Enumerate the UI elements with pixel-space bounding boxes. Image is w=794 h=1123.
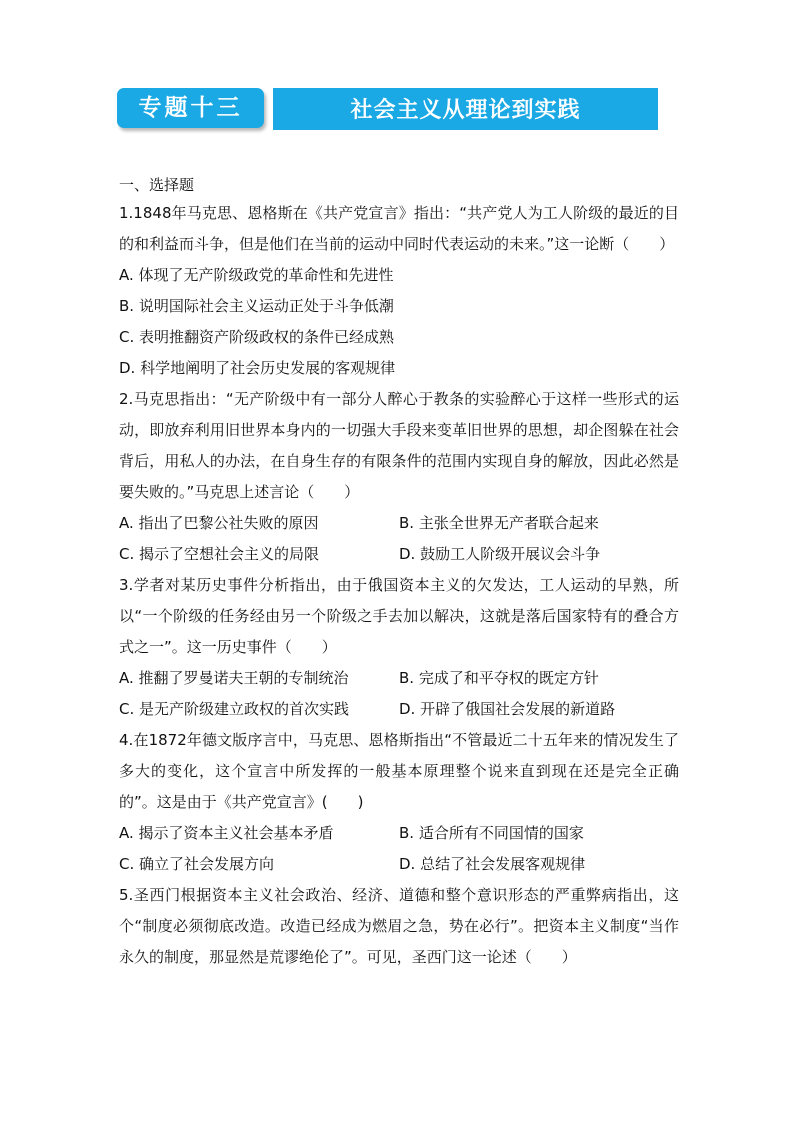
question-3-stem: 3.学者对某历史事件分析指出，由于俄国资本主义的欠发达，工人运动的早熟，所以“一个阶级的任务经由另一个阶级之手去加以解决，这就是落后国家特有的叠合方式之一”。这一历史事件（ ） [119,576,679,656]
chapter-badge: 专题十三 [117,88,264,128]
question-1-option-c[interactable]: C. 表明推翻资产阶级政权的条件已经成熟 [119,328,395,346]
question-4-options-row-1 [119,818,679,849]
chapter-title: 社会主义从理论到实践 [273,88,658,130]
question-4-option-c[interactable]: C. 确立了社会发展方向 [119,855,275,873]
question-2-option-b[interactable]: B. 主张全世界无产者联合起来 [399,514,599,532]
question-2-option-a[interactable]: A. 指出了巴黎公社失败的原因 [119,514,319,532]
question-1-option-a[interactable]: A. 体现了无产阶级政党的革命性和先进性 [119,266,394,284]
question-4-option-d[interactable]: D. 总结了社会发展客观规律 [399,855,586,873]
question-3-options-row-1 [119,663,679,694]
question-4-stem: 4.在1872年德文版序言中，马克思、恩格斯指出“不管最近二十五年来的情况发生了多大的变化，这个宣言中所发挥的一般基本原理整个说来直到现在还是完全正确的”。这是由于《共产党宣言》( ) [119,731,679,811]
question-4-option-b[interactable]: B. 适合所有不同国情的国家 [399,824,584,842]
question-3-option-a[interactable]: A. 推翻了罗曼诺夫王朝的专制统治 [119,669,349,687]
question-list [119,168,679,973]
question-2-options-row-1 [119,508,679,539]
question-2-options-row-2 [119,539,679,570]
question-5-stem: 5.圣西门根据资本主义社会政治、经济、道德和整个意识形态的严重弊病指出，这个“制度必须彻底改造。改造已经成为燃眉之急，势在必行”。把资本主义制度“当作永久的制度，那显然是荒谬绝伦了”。可见，圣西门这一论述（ ） [119,886,679,966]
question-3-option-d[interactable]: D. 开辟了俄国社会发展的新道路 [399,700,616,718]
question-1-option-d[interactable]: D. 科学地阐明了社会历史发展的客观规律 [119,359,396,377]
question-4-options-row-2 [119,849,679,880]
section-heading: 一、选择题 [119,176,195,194]
question-1-option-b[interactable]: B. 说明国际社会主义运动正处于斗争低潮 [119,297,394,315]
question-3-options-row-2 [119,694,679,725]
question-3-option-b[interactable]: B. 完成了和平夺权的既定方针 [399,669,599,687]
question-2-stem: 2.马克思指出：“无产阶级中有一部分人醉心于教条的实验醉心于这样一些形式的运动，即放弃利用旧世界本身内的一切强大手段来变革旧世界的思想，却企图躲在社会背后，用私人的办法，在自身生存的有限条件的范围内实现自身的解放，因此必然是要失败的。”马克思上述言论（ ） [119,390,679,501]
question-2-option-c[interactable]: C. 揭示了空想社会主义的局限 [119,545,320,563]
question-4-option-a[interactable]: A. 揭示了资本主义社会基本矛盾 [119,824,334,842]
question-3-option-c[interactable]: C. 是无产阶级建立政权的首次实践 [119,700,350,718]
question-2-option-d[interactable]: D. 鼓励工人阶级开展议会斗争 [399,545,601,563]
question-1-stem: 1.1848年马克思、恩格斯在《共产党宣言》指出：“共产党人为工人阶级的最近的目的和利益而斗争，但是他们在当前的运动中同时代表运动的未来。”这一论断（ ） [119,204,679,253]
